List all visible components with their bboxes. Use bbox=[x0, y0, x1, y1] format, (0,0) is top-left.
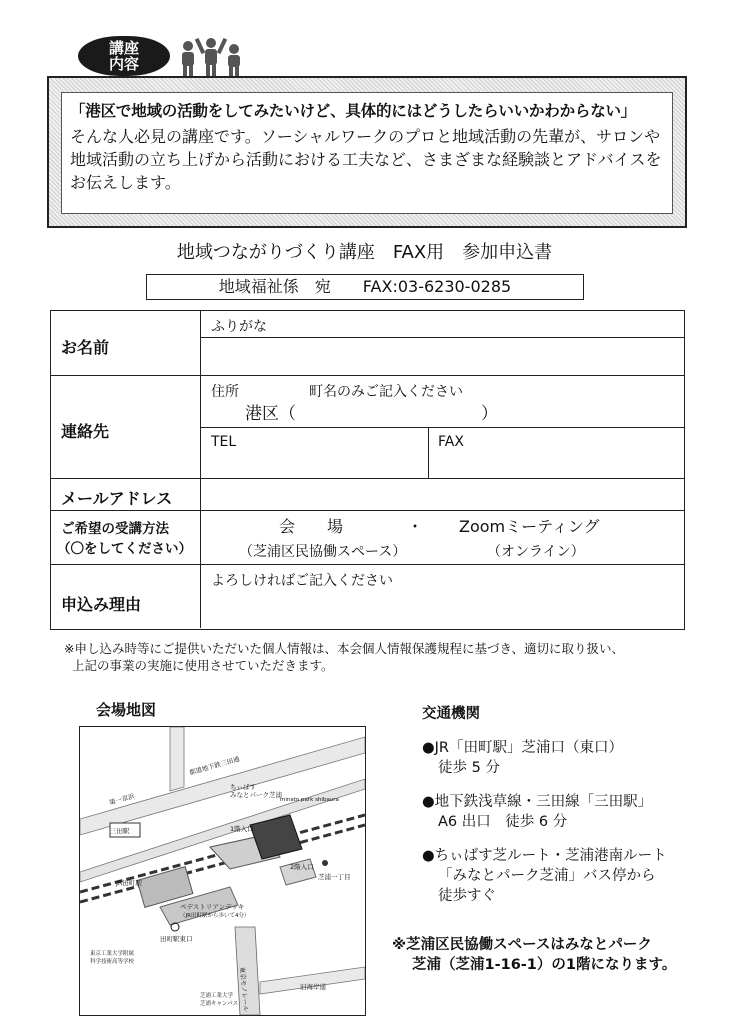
zoom-sub: （オンライン） bbox=[487, 544, 585, 560]
address-note: 町名のみご記入ください bbox=[309, 384, 463, 400]
address-paren-close: ） bbox=[481, 404, 498, 424]
tel-field[interactable] bbox=[201, 451, 427, 477]
access-subway bbox=[422, 792, 667, 832]
map-label-dai1keihin: 第一京浜 bbox=[108, 792, 136, 807]
form-title: 地域つながりづくり講座 FAX用 参加申込書 bbox=[176, 242, 553, 263]
map-label-tamachi: JR田町駅 bbox=[116, 879, 142, 887]
furigana-label: ふりがな bbox=[211, 319, 267, 335]
map-title: 会場地図 bbox=[96, 701, 157, 719]
footnote-line1: ※芝浦区民協働スペースはみなとパーク bbox=[392, 937, 652, 953]
access-jr bbox=[422, 738, 667, 778]
map-label-deck-sub: （JR田町駅から歩いて4分） bbox=[180, 913, 250, 919]
access-bus-walk: 徒歩すぐ bbox=[438, 888, 496, 904]
people-icon bbox=[178, 38, 248, 78]
badge-line2: 内容 bbox=[108, 55, 139, 73]
minato-prefix: 港区（ bbox=[245, 404, 296, 424]
address-field[interactable] bbox=[299, 399, 479, 421]
reason-label: 申込み理由 bbox=[61, 595, 142, 614]
map-graphic bbox=[80, 727, 365, 1015]
access-title: 交通機関 bbox=[422, 706, 480, 722]
intro-headline: 「港区で地域の活動をしてみたいけど、具体的にはどうしたらいいかわからない」 bbox=[70, 102, 637, 120]
privacy-note bbox=[64, 640, 624, 674]
intro-body: そんな人必見の講座です。ソーシャルワークのプロと地域活動の先輩が、サロンや地域活動の立ち上げから活動における工夫など、さまざまな経験談とアドバイスをお伝えします。 bbox=[70, 127, 662, 192]
access-jr-line: ●JR「田町駅」芝浦口（東口） bbox=[422, 740, 624, 756]
map-label-minato-park-en: minato park shibaura bbox=[280, 797, 339, 803]
map-label-mita: 三田駅 bbox=[110, 827, 130, 835]
fax-destination: 地域福祉係 宛 FAX:03-6230-0285 bbox=[146, 274, 584, 300]
map-label-entrance2: 2階入口 bbox=[290, 863, 314, 871]
map-label-tech-school2: 科学技術高等学校 bbox=[90, 959, 135, 965]
option-separator: ・ bbox=[407, 517, 424, 536]
access-bus-stop: 「みなとパーク芝浦」バス停から bbox=[438, 868, 656, 884]
reason-note: よろしければご記入ください bbox=[211, 573, 393, 589]
map-label-deck: ペデストリアンデッキ bbox=[180, 903, 245, 911]
access-subway-walk: A6 出口 徒歩 6 分 bbox=[438, 814, 568, 830]
fax-field[interactable] bbox=[429, 451, 683, 477]
badge-line1: 講座 bbox=[108, 39, 139, 57]
venue-sub: （芝浦区民協働スペース） bbox=[239, 544, 407, 560]
method-sublabel: （〇をしてください） bbox=[57, 541, 192, 557]
map-label-shibaura-st: 芝浦一丁目 bbox=[318, 873, 351, 881]
privacy-note-line1: ※申し込み時等にご提供いただいた個人情報は、本会個人情報保護規程に基づき、適切に取り扱い、 bbox=[64, 641, 624, 656]
map-label-tamachi-east: 田町駅東口 bbox=[160, 935, 193, 943]
venue-map bbox=[79, 726, 366, 1016]
map-label-campus-sub: 芝浦キャンパス bbox=[200, 1001, 239, 1007]
option-venue[interactable]: 会 場 bbox=[279, 517, 344, 536]
map-label-monorail: 東京モノレール bbox=[238, 966, 250, 1013]
fax-label: FAX bbox=[438, 434, 464, 450]
access-jr-walk: 徒歩 5 分 bbox=[438, 760, 500, 776]
method-label: ご希望の受講方法 bbox=[61, 521, 169, 537]
venue-footnote bbox=[392, 935, 676, 975]
map-label-chiibasu: ちぃばす bbox=[230, 783, 256, 791]
access-info bbox=[422, 704, 667, 920]
name-field[interactable] bbox=[201, 338, 683, 374]
application-form bbox=[50, 310, 685, 630]
map-label-minato-park: みなとパーク芝浦 bbox=[230, 791, 282, 799]
option-zoom[interactable]: Zoomミーティング bbox=[459, 517, 600, 536]
name-label: お名前 bbox=[61, 338, 110, 357]
access-subway-line: ●地下鉄浅草線・三田線「三田駅」 bbox=[422, 794, 653, 810]
intro-box bbox=[47, 76, 687, 228]
email-label: メールアドレス bbox=[61, 489, 173, 508]
intro-text-panel bbox=[61, 92, 673, 214]
map-label-mita-dori: 都道地下鉄三田通 bbox=[188, 754, 241, 777]
contact-label: 連絡先 bbox=[61, 422, 110, 441]
address-label: 住所 bbox=[211, 384, 239, 400]
map-label-tech-school: 東京工業大学附属 bbox=[90, 951, 135, 957]
footnote-line2: 芝浦（芝浦1-16-1）の1階になります。 bbox=[412, 957, 677, 973]
map-label-kaigan: 旧海岸通 bbox=[300, 983, 326, 991]
access-bus-line: ●ちぃばす芝ルート・芝浦港南ルート bbox=[422, 848, 667, 864]
course-content-badge bbox=[78, 36, 170, 76]
map-label-entrance1: 1階入口 bbox=[230, 825, 254, 833]
privacy-note-line2: 上記の事業の実施に使用させていただきます。 bbox=[72, 658, 334, 673]
email-field[interactable] bbox=[201, 479, 683, 509]
access-bus bbox=[422, 846, 667, 906]
reason-field[interactable] bbox=[201, 589, 683, 627]
map-label-campus: 芝浦工業大学 bbox=[200, 993, 234, 999]
tel-label: TEL bbox=[211, 434, 237, 450]
